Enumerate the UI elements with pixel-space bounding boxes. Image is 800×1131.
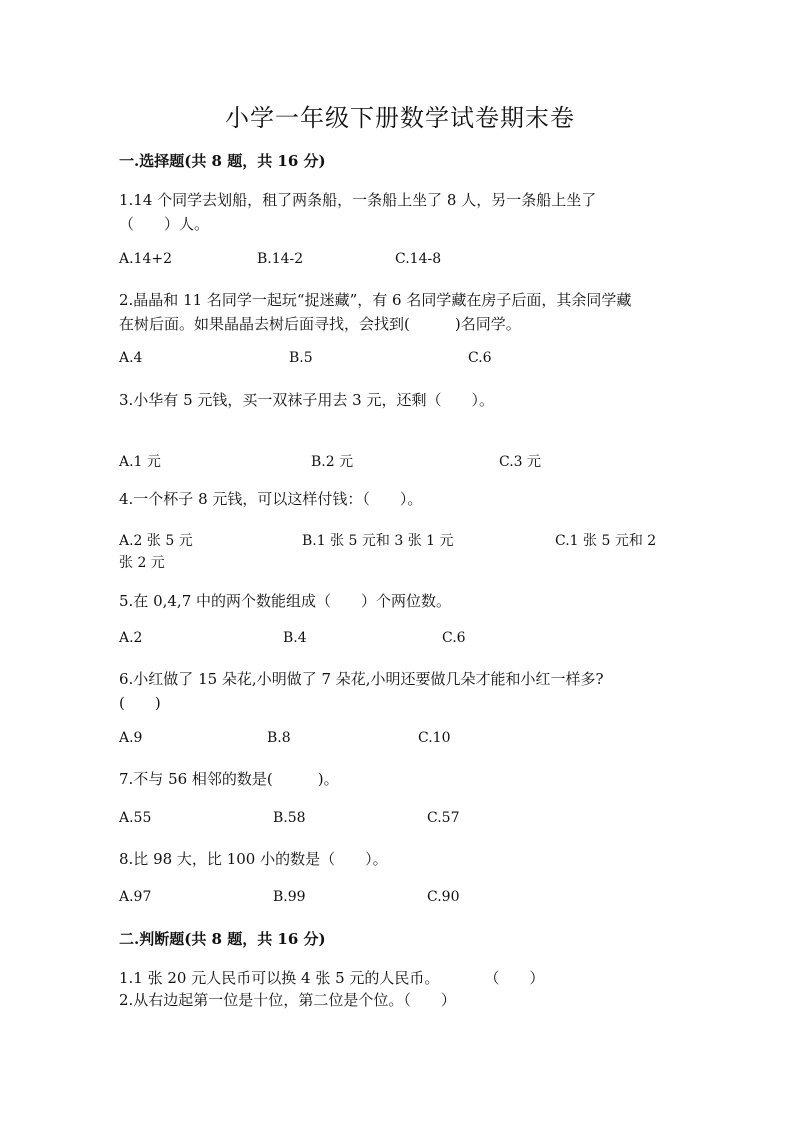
- option-b: B.5: [289, 350, 313, 366]
- option-b: B.4: [283, 630, 307, 646]
- question-text: 在树后面。如果晶晶去树后面寻找，会找到( )名同学。: [119, 315, 521, 333]
- option-a: A.14+2: [119, 251, 173, 267]
- question-7: [119, 767, 339, 791]
- page-title: 小学一年级下册数学试卷期末卷: [225, 104, 575, 132]
- question-text: 3.小华有 5 元钱，买一双袜子用去 3 元，还剩（ ）。: [119, 391, 494, 409]
- question-text: 5.在 0,4,7 中的两个数能组成（ ）个两位数。: [119, 592, 452, 610]
- question-text: 4.一个杯子 8 元钱，可以这样付钱：（ ）。: [119, 490, 423, 508]
- question-4: [119, 487, 422, 511]
- option-b: B.1 张 5 元和 3 张 1 元: [302, 533, 454, 549]
- question-text: 2.晶晶和 11 名同学一起玩“捉迷藏”，有 6 名同学藏在房子后面，其余同学藏: [119, 291, 632, 309]
- question-text: 7.不与 56 相邻的数是( )。: [119, 770, 339, 788]
- question-2: [119, 288, 631, 336]
- question-text: 6.小红做了 15 朵花,小明做了 7 朵花,小明还要做几朵才能和小红一样多?: [119, 670, 604, 688]
- option-a: A.97: [119, 889, 152, 905]
- option-c-continued: 张 2 元: [119, 555, 165, 571]
- option-a: A.55: [119, 810, 152, 826]
- option-b: B.8: [267, 730, 291, 746]
- question-1: [119, 188, 596, 236]
- option-a: A.2 张 5 元: [119, 533, 193, 549]
- option-a: A.9: [119, 730, 143, 746]
- option-a: A.2: [119, 630, 143, 646]
- question-3: [119, 388, 494, 412]
- option-a: A.1 元: [119, 454, 161, 470]
- option-c: C.90: [427, 889, 460, 905]
- question-text: ( ): [119, 694, 161, 712]
- question-8: [119, 847, 388, 871]
- question-text: 8.比 98 大，比 100 小的数是（ ）。: [119, 850, 388, 868]
- option-b: B.14-2: [257, 251, 304, 267]
- option-c: C.57: [427, 810, 460, 826]
- option-c: C.1 张 5 元和 2: [555, 533, 657, 549]
- option-a: A.4: [119, 350, 143, 366]
- option-c: C.6: [468, 350, 492, 366]
- option-b: B.2 元: [311, 454, 354, 470]
- option-b: B.58: [273, 810, 306, 826]
- option-c: C.10: [418, 730, 451, 746]
- option-b: B.99: [273, 889, 306, 905]
- option-c: C.14-8: [395, 251, 442, 267]
- question-text: 1.14 个同学去划船，租了两条船，一条船上坐了 8 人，另一条船上坐了: [119, 191, 597, 209]
- section-heading-judge: 二.判断题(共 8 题，共 16 分): [119, 930, 326, 948]
- question-5: [119, 589, 451, 613]
- question-6: [119, 667, 604, 715]
- judge-question-1: 1.1 张 20 元人民币可以换 4 张 5 元的人民币。 （ ）: [119, 969, 545, 987]
- option-c: C.6: [442, 630, 466, 646]
- option-c: C.3 元: [499, 454, 542, 470]
- judge-question-2: 2.从右边起第一位是十位，第二位是个位。（ ）: [119, 991, 456, 1009]
- question-text: （ ）人。: [119, 215, 210, 233]
- section-heading-choice: 一.选择题(共 8 题，共 16 分): [119, 152, 326, 170]
